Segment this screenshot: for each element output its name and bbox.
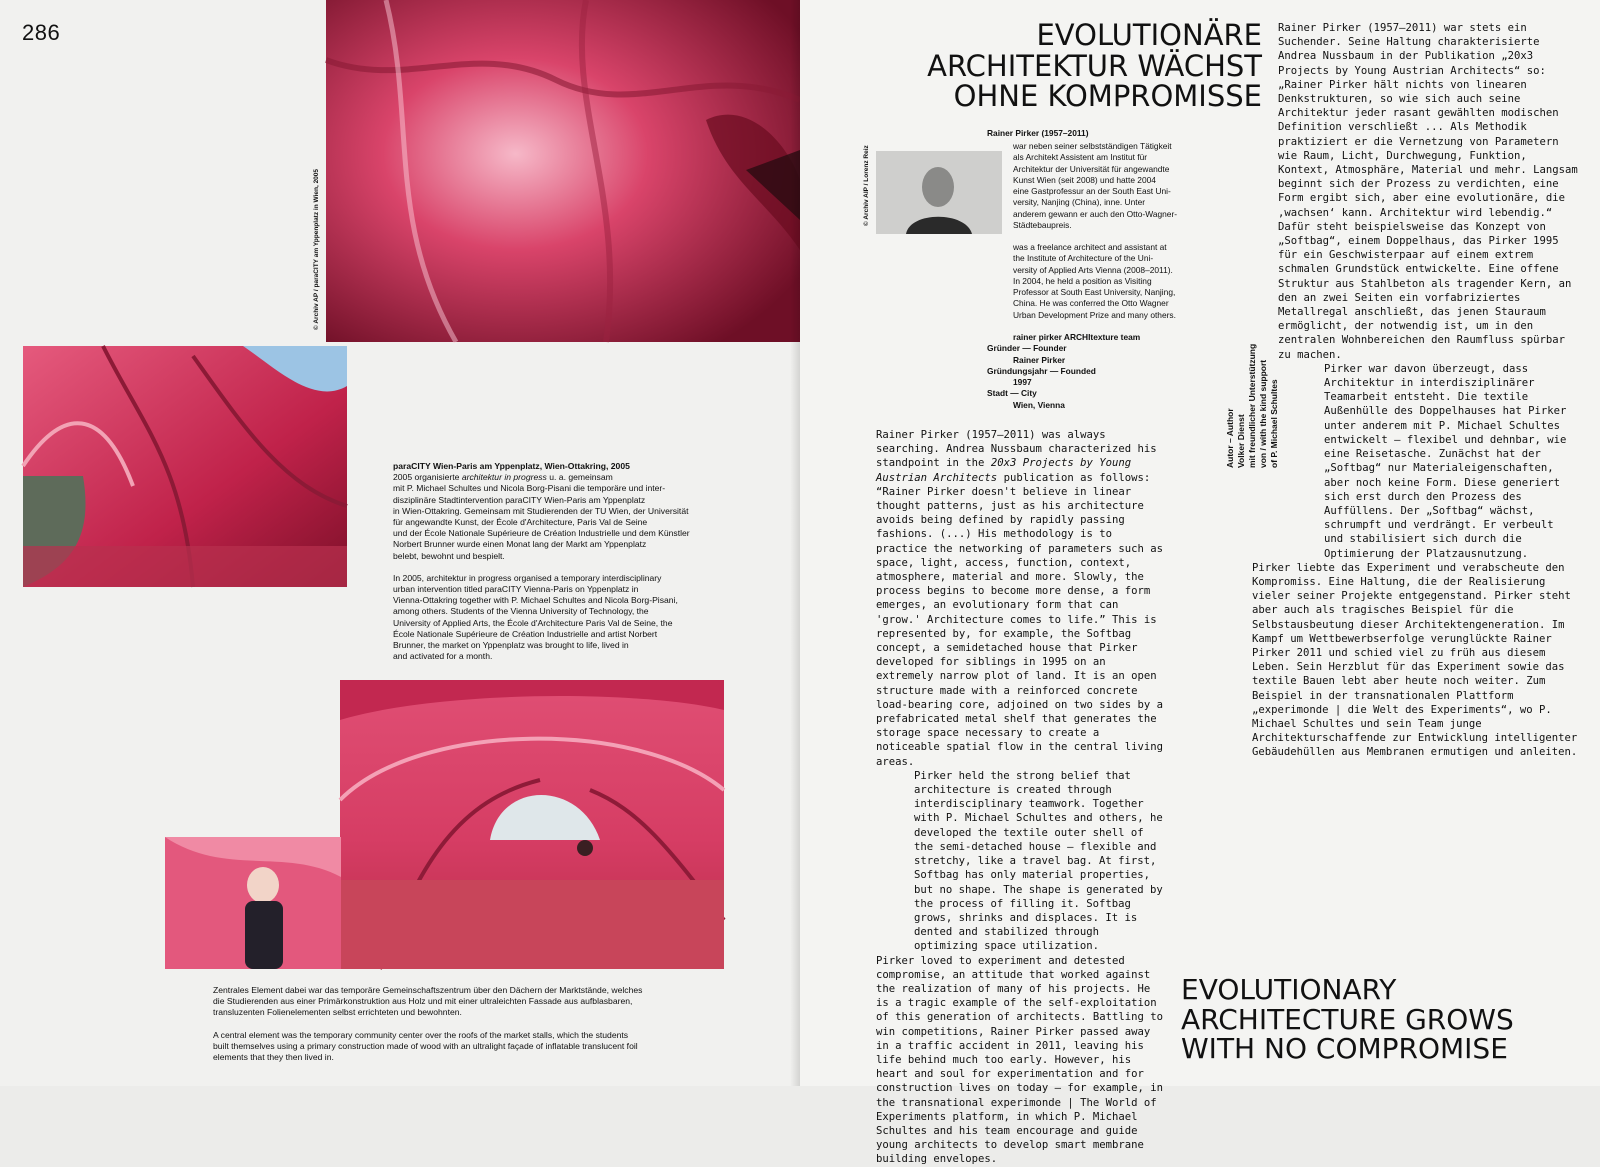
bottom-caption-de: Zentrales Element dabei war das temporäre Gemeinschaftszentrum über den Dächern der Marktstände, welches die Studierenden aus einer Primärkonstruktion aus Holz und mit einer ultraleichten Fassade aus aufblasbaren, transluzenten Folienelementen selbst errichteten und bewohnten.: [213, 985, 643, 1018]
bottom-caption: [213, 985, 733, 1074]
headline-en-line-1: EVOLUTIONARY: [1181, 973, 1397, 1006]
author-line-4: von / with the kind support: [1258, 359, 1268, 468]
caption-de-start: 2005 organisierte: [393, 472, 460, 483]
photo-child-in-membrane: [165, 837, 341, 969]
bottom-caption-en: A central element was the temporary community center over the roofs of the market stalls, which the students built themselves using a primary construction made of wood with an ultralight façade of inflatable translucent foil elements that they then lived in.: [213, 1029, 638, 1063]
right-page: [800, 0, 1600, 1166]
caption-de-rest: u. a. gemeinsam mit P. Michael Schultes und Nicola Borg-Pisani die temporäre und inter- disziplinäre Stadtintervention paraCITY Wien-Paris am Yppenplatz in Wien-Ottakring. Gemeinsam mit Studierenden der TU Wien, der Universität für angewandte Kunst, der École d'Architecture, Paris Val de Seine und der École Nationale Supérieure de Création Industrielle und dem Künstler Norbert Brunner wurde einen Monat lang der Markt am Yppenplatz belebt, bewohnt und bespielt.: [393, 472, 690, 561]
german-paragraph-2: Pirker war davon überzeugt, dass Architektur in interdisziplinärer Teamarbeit entsteht. Die textile Außenhülle des Doppelhauses hat Pirker unter anderem mit P. Michael Schultes entwickelt – flexibel und dehnbar, wie eine Reisetasche. Zunächst hat der „Softbag“ nur Materialeigenschaften, aber noch keine Form. Diese generiert sich erst durch den Prozess des Auffüllens. Der „Softbag“ wächst, schrumpft und verdrängt. Er verbeult und stabilisiert sich durch die Optimierung der Platzausnutzung.: [1324, 362, 1567, 560]
portrait-rainer-pirker: [876, 151, 1002, 234]
german-paragraph-1: Rainer Pirker (1957–2011) war stets ein Suchender. Seine Haltung charakterisierte Andrea Nussbaum in der Publikation „20x3 Projects by Young Austrian Architects“ so: „Rainer Pirker hält nichts von linearen Denkstrukturen, so wie sich auch seine Architektur jeder rasant gewählten modischen Definition verschließt ... Als Methodik praktiziert er die Vernetzung von Parametern wie Raum, Licht, Durchwegung, Funktion, Kontext, Atmosphäre, Material und mehr. Langsam beginnt sich der Prozess zu verdichten, eine Form ergibt sich, aber eine evolutionäre, die ‚wachsen‘ kann. Architektur wird lebendig.“ Dafür steht beispielsweise das Konzept von „Softbag“, einem Doppelhaus, das Pirker 1995 für ein Geschwisterpaar auf einem extrem schmalen Grundstück entwickelte. Eine offene Struktur aus Stahlbeton als tragender Kern, an den an zwei Seiten ein vorfabriziertes Metallregal anschließt, das jenen Stauraum ermöglicht, der notwendig ist, um in den zentralen Wohnbereichen den Raumfluss spürbar zu machen.: [1278, 22, 1578, 361]
portrait-credit: © Archiv AIP / Lorenz Reiz: [863, 145, 870, 226]
headline-en-line-3: WITH NO COMPROMISE: [1181, 1032, 1508, 1066]
team-name: rainer pirker ARCHItexture team: [1013, 332, 1141, 342]
city-value: Wien, Vienna: [1013, 399, 1065, 410]
founder-value: Rainer Pirker: [1013, 354, 1066, 365]
author-line-3: mit freundlicher Unterstützung: [1247, 343, 1257, 468]
bio-block: [987, 128, 1217, 139]
author-line-2: Volker Dienst: [1236, 414, 1246, 468]
team-block: [987, 332, 1217, 411]
founded-label: Gründungsjahr — Founded: [987, 365, 1096, 376]
english-paragraph-2: Pirker held the strong belief that architecture is created through interdisciplinary teamwork. Together with P. Michael Schultes and others, he developed the textile outer shell of the semi-detached house – flexible and stretchy, like a travel bag. At first, Softbag has only material properties, but no shape. The shape is generated by the process of filling it. Softbag grows, shrinks and displaces. It is dented and stabilized through optimizing space utilization.: [914, 769, 1163, 953]
caption-en: In 2005, architektur in progress organised a temporary interdisciplinary urban intervention titled paraCITY Vienna-Paris on Yppenplatz in Vienna-Ottakring together with P. Michael Schultes and Nicola Borg-Pisani, among others. Students of the Vienna University of Technology, the University of Applied Arts, the École d'Architecture Paris Val de Seine, the École Nationale Supérieure de Création Industrielle and artist Norbert Brunner, the market on Yppenplatz was brought to life, lived in and activated for a month.: [393, 572, 678, 662]
bio-en: was a freelance architect and assistant at the Institute of Architecture of the Uni- versity of Applied Arts Vienna (2008–2011). In 2004, he held a position as Visiting Professor at South East University, Nanjing, China. He was conferred the Otto Wagner Urban Development Prize and many others.: [1013, 242, 1176, 320]
founder-label: Gründer — Founder: [987, 343, 1067, 354]
author-line-5: of P. Michael Schultes: [1269, 379, 1279, 468]
en-p1-start: Rainer Pirker (1957–2011) was always searching. Andrea Nussbaum characterized his standpoint in the: [876, 429, 1157, 470]
headline-de-line-3: OHNE KOMPROMISSE: [953, 79, 1262, 114]
headline-de-line-1: EVOLUTIONÄRE: [1036, 18, 1262, 52]
photo-membrane-tunnel: [340, 680, 724, 969]
headline-english: [1181, 975, 1514, 1064]
left-page: [0, 0, 800, 1086]
german-paragraph-3: Pirker liebte das Experiment und verabscheute den Kompromiss. Eine Haltung, die der Realisierung vieler seiner Projekte entgegenstand. Pirker steht aber auch als tragisches Beispiel für die Selbstausbeutung dieser Architektengeneration. Im Kampf um Wettbewerbserfolge verunglückte Rainer Pirker 2011 und schied viel zu früh aus diesem Leben. Sein Herzblut für das Experiment sowie das textile Bauen lebt aber heute noch weiter. Zum Beispiel in der transnationalen Plattform „experimonde | die Welt des Experiments“, wo P. Michael Schultes und sein Team junge Architekturschaffende zur Entwicklung intelligenter Gebäudehüllen aus Membranen ermutigen und anleiten.: [1252, 561, 1578, 759]
caption-de-italic: architektur in progress: [461, 472, 547, 483]
city-label: Stadt — City: [987, 388, 1037, 399]
photo-membrane-interior-top: [326, 0, 800, 342]
headline-german: [927, 20, 1262, 112]
photo-credit: © Archiv AP / paraCITY am Yppenplatz in Wien, 2005: [313, 168, 320, 330]
english-paragraph-1: [876, 428, 1164, 769]
author-line-1: Autor – Author: [1225, 408, 1235, 468]
bio-name: Rainer Pirker (1957–2011): [987, 128, 1089, 138]
en-p1-italic: 20x3 Projects by Young Austrian Architects: [876, 457, 1132, 484]
english-paragraph-3: Pirker loved to experiment and detested compromise, an attitude that worked against the realization of many of his projects. He is a tragic example of the self-exploitation of this generation of architects. Battling to win competitions, Rainer Pirker passed away in a traffic accident in 2011, leaving his life behind much too early. However, his heart and soul for experimentation and for construction lives on today – for example, in the transnational experimonde | The World of Experiments platform, in which P. Michael Schultes and his team encourage and guide young architects to develop smart membrane building envelopes.: [876, 954, 1164, 1166]
author-credit: [1225, 344, 1280, 468]
founded-value: 1997: [1013, 377, 1032, 388]
headline-de-line-2: ARCHITEKTUR WÄCHST: [927, 48, 1262, 83]
bio-de: war neben seiner selbstständigen Tätigkeit als Architekt Assistent am Institut für Architektur der Universität für angewandte Kunst Wien (seit 2008) und hatte 2004 eine Gastprofessur an der South East Uni- versity, Nanjing (China), inne. Unter anderem gewann er auch den Otto-Wagner- Städtebaupreis.: [1013, 141, 1178, 231]
paracity-caption: [393, 461, 733, 673]
en-p1-rest: publication as follows: “Rainer Pirker doesn't believe in linear thought patterns, just as his architecture avoids being defined by rapidly passing fashions. (...) His methodology is to practice the networking of parameters such as space, light, access, function, context, atmosphere, material and more. Slowly, the process begins to become more dense, a form emerges, an evolutionary form that can 'grow.' Architecture comes to life.” This is represented by, for example, the Softbag concept, a semidetached house that Pirker developed for siblings in 1995 on an extremely narrow plot of land. It is an open structure made with a reinforced concrete load-bearing core, adjoined on two sides by a prefabricated metal shelf that generates the storage space necessary to create a noticeable spatial flow in the central living areas.: [876, 471, 1164, 768]
english-article: [876, 428, 1164, 1167]
photo-membrane-arches: [23, 346, 347, 587]
caption-title: paraCITY Wien-Paris am Yppenplatz, Wien-Ottakring, 2005: [393, 461, 630, 471]
headline-en-line-2: ARCHITECTURE GROWS: [1181, 1002, 1514, 1036]
page-number: 286: [22, 20, 61, 45]
